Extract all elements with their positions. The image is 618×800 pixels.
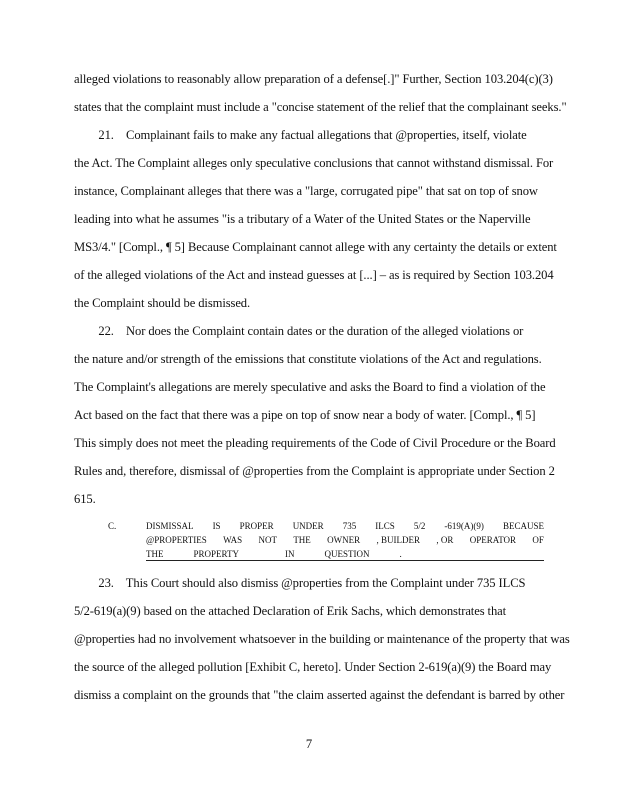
body-line: 5/2-619(a)(9) based on the attached Declaration of Erik Sachs, which demonstrates that <box>74 604 507 618</box>
body-line: alleged violations to reasonably allow preparation of a defense[.]" Further, Section 103.204(c)(3) <box>74 72 553 86</box>
paragraph-22-start: 22. Nor does the Complaint contain dates or the duration of the alleged violations or <box>74 324 524 338</box>
body-line: The Complaint's allegations are merely speculative and asks the Board to find a violation of the <box>74 380 546 394</box>
body-line: leading into what he assumes "is a tributary of a Water of the United States or the Naperville <box>74 212 531 226</box>
section-letter: C. <box>108 521 117 531</box>
heading-word: OF <box>532 535 544 545</box>
heading-word: PROPER <box>239 521 274 531</box>
section-heading-text <box>146 519 544 561</box>
body-line: Act based on the fact that there was a pipe on top of snow near a body of water. [Compl., ¶ 5] <box>74 408 536 422</box>
body-line: states that the complaint must include a "concise statement of the relief that the complainant seeks." <box>74 100 567 114</box>
body-line: MS3/4." [Compl., ¶ 5] Because Complainant cannot allege with any certainty the details or extent <box>74 240 557 254</box>
body-line: of the alleged violations of the Act and instead guesses at [...] – as is required by Section 103.204 <box>74 268 554 282</box>
heading-row <box>146 533 544 547</box>
heading-word: OWNER <box>327 535 361 545</box>
body-line: the source of the alleged pollution [Exhibit C, hereto]. Under Section 2-619(a)(9) the Board may <box>74 660 552 674</box>
heading-word: THE <box>146 549 164 559</box>
heading-underline <box>146 560 544 561</box>
heading-word: PROPERTY <box>193 549 239 559</box>
page-number: 7 <box>305 737 313 751</box>
heading-word: THE <box>293 535 311 545</box>
heading-word: 5/2 <box>413 521 426 531</box>
heading-word: 735 <box>342 521 357 531</box>
heading-word: WAS <box>223 535 243 545</box>
heading-word: . <box>399 549 402 559</box>
body-line: dismiss a complaint on the grounds that "the claim asserted against the defendant is barred by other <box>74 688 565 702</box>
body-line: the Complaint should be dismissed. <box>74 296 251 310</box>
heading-word: DISMISSAL <box>146 521 194 531</box>
heading-word: , OR <box>436 535 454 545</box>
body-line: instance, Complainant alleges that there was a "large, corrugated pipe" that sat on top of snow <box>74 184 538 198</box>
heading-word: QUESTION <box>324 549 370 559</box>
heading-word: -619(A)(9) <box>444 521 484 531</box>
heading-row <box>146 519 544 533</box>
heading-word: ILCS <box>375 521 395 531</box>
heading-word: BECAUSE <box>502 521 544 531</box>
heading-word: IN <box>284 549 295 559</box>
body-line: Rules and, therefore, dismissal of @properties from the Complaint is appropriate under Section 2 <box>74 464 555 478</box>
paragraph-23-start: 23. This Court should also dismiss @properties from the Complaint under 735 ILCS <box>74 576 526 590</box>
heading-word: OPERATOR <box>469 535 517 545</box>
body-line: the nature and/or strength of the emissions that constitute violations of the Act and regulations. <box>74 352 542 366</box>
heading-word: , BUILDER <box>376 535 420 545</box>
heading-word: @PROPERTIES <box>146 535 207 545</box>
body-line: 615. <box>74 492 96 506</box>
heading-word: IS <box>212 521 221 531</box>
paragraph-21-start: 21. Complainant fails to make any factual allegations that @properties, itself, violate <box>74 128 527 142</box>
body-line: This simply does not meet the pleading requirements of the Code of Civil Procedure or the Board <box>74 436 556 450</box>
body-line: the Act. The Complaint alleges only speculative conclusions that cannot withstand dismissal. For <box>74 156 554 170</box>
heading-row <box>146 547 544 561</box>
heading-word: UNDER <box>292 521 324 531</box>
heading-word: NOT <box>258 535 277 545</box>
body-line: @properties had no involvement whatsoever in the building or maintenance of the property that was <box>74 632 570 646</box>
